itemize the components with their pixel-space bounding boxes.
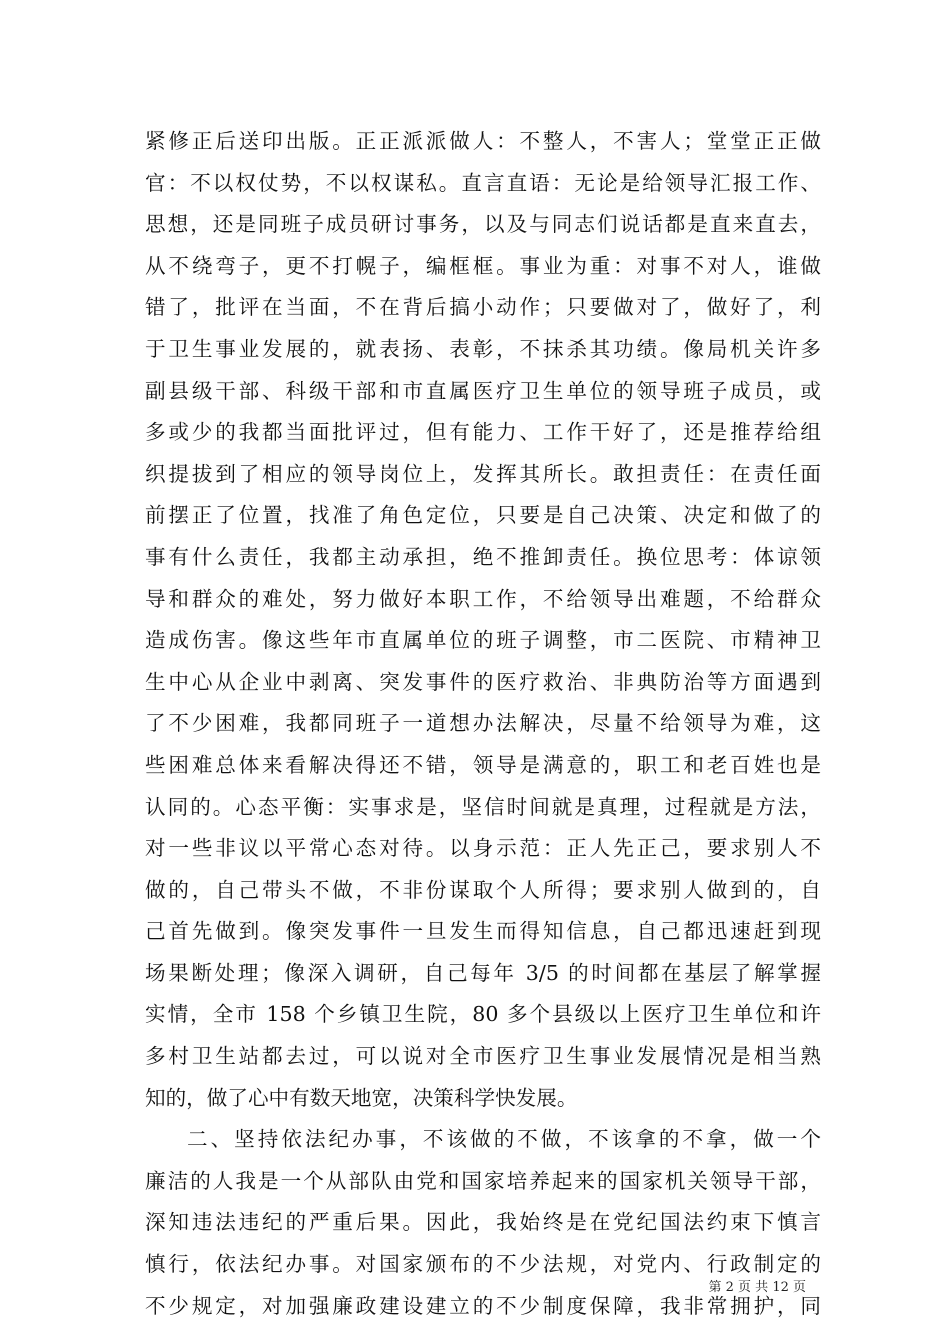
text-line: 了不少困难，我都同班子一道想办法解决，尽量不给领导为难，这: [145, 711, 821, 736]
text-line: 做的，自己带头不做，不非份谋取个人所得；要求别人做到的，自: [145, 877, 821, 902]
text-line: 副县级干部、科级干部和市直属医疗卫生单位的领导班子成员，或: [145, 378, 821, 403]
paragraph: [145, 1119, 821, 1327]
text-line: 二、坚持依法纪办事，不该做的不做，不该拿的不拿，做一个: [187, 1127, 821, 1152]
text-line: 导和群众的难处，努力做好本职工作，不给领导出难题，不给群众: [145, 586, 821, 611]
text-line: 织提拔到了相应的领导岗位上，发挥其所长。敢担责任：在责任面: [145, 461, 821, 486]
text-line: 于卫生事业发展的，就表扬、表彰，不抹杀其功绩。像局机关许多: [145, 336, 821, 361]
text-line: 对一些非议以平常心态对待。以身示范：正人先正己，要求别人不: [145, 836, 821, 861]
body-text: [145, 121, 821, 1327]
text-line: 己首先做到。像突发事件一旦发生而得知信息，自己都迅速赶到现: [145, 919, 821, 944]
text-line: 廉洁的人我是一个从部队由党和国家培养起来的国家机关领导干部，: [145, 1168, 821, 1193]
text-line: 前摆正了位置，找准了角色定位，只要是自己决策、决定和做了的: [145, 503, 821, 528]
text-line: 些困难总体来看解决得还不错，领导是满意的，职工和老百姓也是: [145, 752, 821, 777]
text-line: 多村卫生站都去过，可以说对全市医疗卫生事业发展情况是相当熟: [145, 1044, 821, 1069]
text-line: 场果断处理；像深入调研，自己每年 3/5 的时间都在基层了解掌握: [145, 960, 821, 985]
text-line: 实情，全市 158 个乡镇卫生院，80 多个县级以上医疗卫生单位和许: [145, 1002, 821, 1027]
text-line: 生中心从企业中剥离、突发事件的医疗救治、非典防治等方面遇到: [145, 669, 821, 694]
text-line: 慎行，依法纪办事。对国家颁布的不少法规，对党内、行政制定的: [145, 1252, 821, 1277]
text-line: 从不绕弯子，更不打幌子，编框框。事业为重：对事不对人，谁做: [145, 253, 821, 278]
text-line: 造成伤害。像这些年市直属单位的班子调整，市二医院、市精神卫: [145, 628, 821, 653]
text-line: 不少规定，对加强廉政建设建立的不少制度保障，我非常拥护，同: [145, 1293, 821, 1318]
text-line: 认同的。心态平衡：实事求是，坚信时间就是真理，过程就是方法，: [145, 794, 821, 819]
paragraph: [145, 121, 821, 1119]
text-line: 紧修正后送印出版。正正派派做人：不整人，不害人；堂堂正正做: [145, 129, 821, 153]
text-line: 多或少的我都当面批评过，但有能力、工作干好了，还是推荐给组: [145, 420, 821, 445]
text-line: 事有什么责任，我都主动承担，绝不推卸责任。换位思考：体谅领: [145, 544, 821, 569]
text-line: 错了，批评在当面，不在背后搞小动作；只要做对了，做好了，利: [145, 295, 821, 320]
page-footer: 第 2 页 共 12 页: [708, 1280, 806, 1295]
text-line: 深知违法违纪的严重后果。因此，我始终是在党纪国法约束下慎言: [145, 1210, 821, 1235]
text-line: 知的，做了心中有数天地宽，决策科学快发展。: [145, 1085, 578, 1110]
text-line: 思想，还是同班子成员研讨事务，以及与同志们说话都是直来直去，: [145, 212, 821, 237]
text-line: 官：不以权仗势，不以权谋私。直言直语：无论是给领导汇报工作、: [145, 170, 821, 195]
